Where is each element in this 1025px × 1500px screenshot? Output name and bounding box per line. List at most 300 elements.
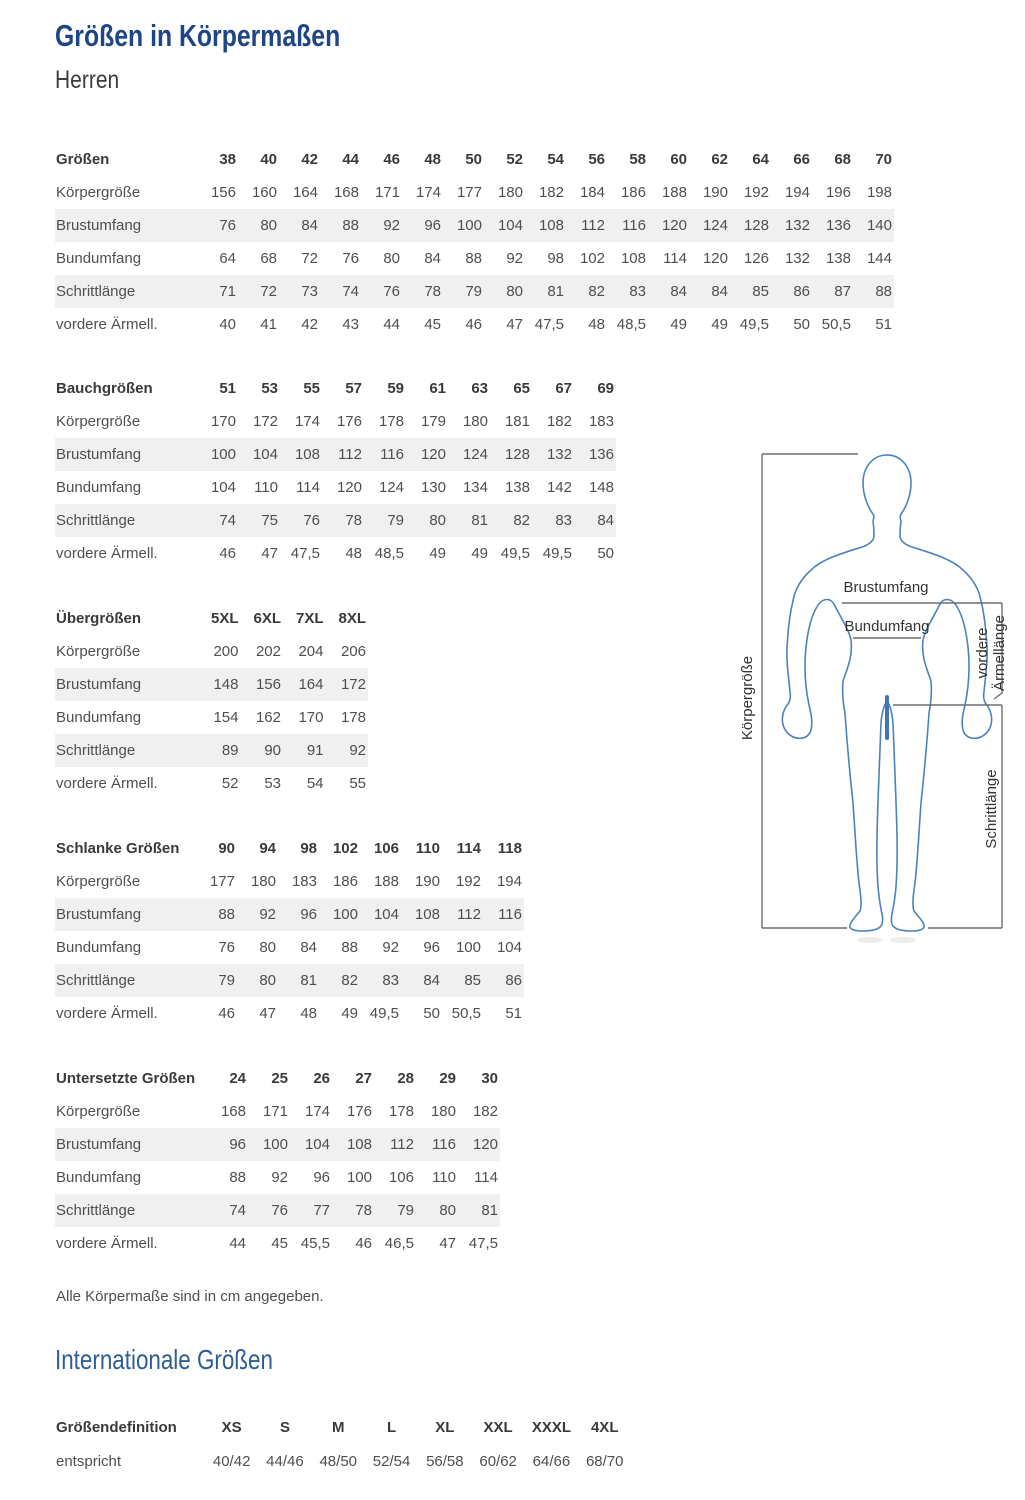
cell-value: 164: [292, 184, 318, 201]
cell-value: 96: [229, 1136, 246, 1153]
table-header-row: [55, 1410, 631, 1444]
cell-value: 48,5: [374, 545, 404, 562]
cell-value: 84: [301, 217, 318, 234]
cell-value: 71: [219, 283, 236, 300]
cell-value: 202: [255, 643, 281, 660]
cell-value: 92: [383, 217, 400, 234]
cell-value: 79: [218, 972, 235, 989]
cell-value: 50,5: [451, 1005, 481, 1022]
table-row: [55, 308, 894, 341]
vordere-label: vordere: [974, 627, 991, 679]
table-row: [55, 1128, 500, 1161]
cell-value: 114: [663, 250, 687, 267]
cell-value: 56/58: [426, 1452, 464, 1470]
cell-value: 120: [336, 479, 362, 496]
column-header: 5XL: [210, 610, 239, 627]
body-measurement-figure: [735, 435, 1020, 1000]
cell-value: 51: [875, 316, 892, 333]
cell-value: 91: [306, 742, 324, 759]
cell-value: 52/54: [372, 1452, 411, 1470]
cell-value: 49: [341, 1005, 358, 1022]
page-title: Größen in Körpermaßen: [55, 18, 341, 53]
cell-value: 40: [219, 316, 236, 333]
cell-value: 124: [462, 446, 488, 463]
cell-value: 64: [219, 250, 236, 267]
cell-value: 179: [420, 413, 446, 430]
cell-value: 47,5: [468, 1235, 498, 1252]
cell-value: 85: [752, 283, 769, 300]
cell-value: 78: [355, 1202, 372, 1219]
cell-value: 96: [300, 906, 317, 923]
cell-value: 46: [355, 1235, 372, 1252]
row-label: Brustumfang: [56, 446, 142, 463]
cell-value: 72: [301, 250, 318, 267]
row-label: Brustumfang: [56, 1136, 142, 1153]
cell-value: 174: [294, 413, 320, 430]
cell-value: 112: [390, 1136, 414, 1153]
cell-value: 68: [260, 250, 277, 267]
cell-value: 44: [229, 1235, 246, 1252]
cell-value: 154: [213, 709, 239, 726]
cell-value: 46,5: [384, 1235, 414, 1252]
cell-value: 114: [296, 479, 320, 496]
column-header: 110: [415, 840, 440, 857]
column-header: XXL: [483, 1418, 513, 1436]
cell-value: 128: [743, 217, 769, 234]
cell-value: 76: [303, 512, 320, 529]
row-label: Bundumfang: [56, 250, 142, 267]
cell-value: 182: [546, 413, 572, 430]
cell-value: 76: [271, 1202, 288, 1219]
cell-value: 144: [866, 250, 892, 267]
cell-value: 84: [597, 512, 614, 529]
page-subtitle: Herren: [55, 66, 120, 94]
cell-value: 88: [465, 250, 482, 267]
row-label: Körpergröße: [56, 873, 141, 890]
cell-value: 45,5: [300, 1235, 330, 1252]
cell-value: 76: [383, 283, 400, 300]
cell-value: 88: [341, 939, 358, 956]
cell-value: 108: [346, 1136, 372, 1153]
column-header: 57: [345, 380, 362, 397]
cell-value: 116: [432, 1136, 456, 1153]
cell-value: 186: [620, 184, 646, 201]
table-row: [55, 242, 894, 275]
row-label: Brustumfang: [56, 217, 142, 234]
table-row: [55, 176, 894, 209]
column-header: 53: [261, 380, 278, 397]
cell-value: 79: [387, 512, 404, 529]
cell-value: 86: [793, 283, 810, 300]
cell-value: 128: [504, 446, 530, 463]
cell-value: 176: [346, 1103, 372, 1120]
cell-value: 92: [349, 742, 366, 759]
cell-value: 48/50: [319, 1452, 358, 1470]
cell-value: 50: [423, 1005, 440, 1022]
table-row: [55, 1161, 500, 1194]
cell-value: 108: [294, 446, 320, 463]
table-header-label: Übergrößen: [56, 610, 142, 627]
column-header: 40: [260, 151, 277, 168]
table-row: [55, 504, 616, 537]
cell-value: 168: [220, 1103, 246, 1120]
cell-value: 83: [629, 283, 646, 300]
cell-value: 88: [342, 217, 359, 234]
cell-value: 52: [221, 775, 239, 792]
column-header: 44: [342, 151, 359, 168]
cell-value: 178: [340, 709, 366, 726]
cell-value: 50: [597, 545, 614, 562]
cell-value: 68/70: [585, 1452, 624, 1470]
column-header: 38: [219, 151, 236, 168]
table-header-label: Untersetzte Größen: [56, 1070, 196, 1087]
column-header: 68: [834, 151, 851, 168]
table-header-row: [55, 602, 368, 635]
cell-value: 168: [333, 184, 359, 201]
cell-value: 49: [471, 545, 488, 562]
column-header: 67: [555, 380, 572, 397]
cell-value: 74: [219, 512, 236, 529]
cell-value: 106: [388, 1169, 414, 1186]
cell-value: 82: [588, 283, 605, 300]
cell-value: 82: [513, 512, 530, 529]
size-table-schlank: [55, 832, 524, 1030]
cell-value: 60/62: [479, 1452, 517, 1470]
cell-value: 49: [429, 545, 446, 562]
cell-value: 108: [538, 217, 564, 234]
cell-value: 83: [555, 512, 572, 529]
table-row: [55, 898, 524, 931]
cell-value: 100: [332, 906, 358, 923]
cell-value: 92: [382, 939, 399, 956]
table-row: [55, 537, 616, 570]
cell-value: 84: [423, 972, 440, 989]
cell-value: 78: [345, 512, 362, 529]
cell-value: 130: [420, 479, 446, 496]
row-label: vordere Ärmell.: [56, 1235, 158, 1252]
table-header-row: [55, 1062, 500, 1095]
cell-value: 204: [298, 643, 324, 660]
cell-value: 116: [622, 217, 646, 234]
cell-value: 47,5: [290, 545, 320, 562]
column-header: XL: [435, 1418, 455, 1436]
cell-value: 74: [342, 283, 359, 300]
column-header: 106: [373, 840, 399, 857]
table-row: [55, 209, 894, 242]
cell-value: 50,5: [821, 316, 851, 333]
bundumfang-label: Bundumfang: [844, 618, 930, 635]
cell-value: 181: [504, 413, 530, 430]
cell-value: 164: [298, 676, 324, 693]
column-header: 26: [313, 1070, 330, 1087]
column-header: 118: [497, 840, 522, 857]
column-header: 102: [332, 840, 358, 857]
cell-value: 206: [340, 643, 366, 660]
column-header: 6XL: [253, 610, 281, 627]
column-header: 29: [439, 1070, 456, 1087]
cell-value: 80: [259, 939, 276, 956]
cell-value: 47: [259, 1005, 276, 1022]
column-header: 59: [387, 380, 404, 397]
cell-value: 79: [465, 283, 482, 300]
cell-value: 182: [472, 1103, 498, 1120]
cell-value: 176: [336, 413, 362, 430]
cell-value: 178: [378, 413, 404, 430]
units-note: Alle Körpermaße sind in cm angegeben.: [56, 1288, 324, 1305]
table-row: [55, 865, 524, 898]
size-table-intl: [55, 1410, 631, 1478]
cell-value: 85: [464, 972, 481, 989]
cell-value: 92: [506, 250, 523, 267]
cell-value: 142: [546, 479, 572, 496]
cell-value: 132: [546, 446, 572, 463]
cell-value: 196: [825, 184, 851, 201]
column-header: 61: [429, 380, 446, 397]
cell-value: 80: [259, 972, 276, 989]
cell-value: 81: [547, 283, 564, 300]
cell-value: 84: [670, 283, 687, 300]
cell-value: 83: [382, 972, 399, 989]
body-figure-svg: [735, 435, 1020, 1000]
cell-value: 200: [213, 643, 239, 660]
table-row: [55, 1444, 631, 1478]
cell-value: 102: [579, 250, 605, 267]
cell-value: 100: [456, 217, 482, 234]
cell-value: 178: [388, 1103, 414, 1120]
column-header: 24: [229, 1070, 246, 1087]
table-header-label: Größen: [56, 151, 110, 168]
cell-value: 89: [221, 742, 239, 759]
column-header: 90: [218, 840, 235, 857]
cell-value: 160: [251, 184, 277, 201]
cell-value: 96: [313, 1169, 330, 1186]
cell-value: 80: [506, 283, 523, 300]
cell-value: 84: [424, 250, 441, 267]
table-row: [55, 405, 616, 438]
cell-value: 75: [261, 512, 278, 529]
cell-value: 120: [472, 1136, 498, 1153]
cell-value: 81: [300, 972, 317, 989]
column-header: 55: [303, 380, 320, 397]
row-label: vordere Ärmell.: [56, 545, 158, 562]
cell-value: 132: [784, 217, 810, 234]
cell-value: 48: [300, 1005, 317, 1022]
cell-value: 76: [218, 939, 235, 956]
cell-value: 171: [262, 1103, 288, 1120]
intl-heading: Internationale Größen: [55, 1344, 273, 1375]
cell-value: 44/46: [266, 1452, 304, 1470]
cell-value: 116: [380, 446, 404, 463]
row-label: Bundumfang: [56, 939, 142, 956]
cell-value: 184: [579, 184, 605, 201]
cell-value: 192: [455, 873, 481, 890]
row-label: Schrittlänge: [56, 283, 136, 300]
table-row: [55, 1095, 500, 1128]
table-row: [55, 701, 368, 734]
column-header: 8XL: [338, 610, 366, 627]
column-header: 60: [670, 151, 687, 168]
column-header: 7XL: [295, 610, 324, 627]
measurement-lines: [762, 454, 1002, 928]
row-label: Brustumfang: [56, 906, 142, 923]
cell-value: 104: [373, 906, 399, 923]
cell-value: 45: [424, 316, 441, 333]
cell-value: 48: [345, 545, 362, 562]
cell-value: 172: [252, 413, 278, 430]
cell-value: 96: [424, 217, 441, 234]
cell-value: 54: [306, 775, 324, 792]
cell-value: 156: [210, 184, 236, 201]
size-table-ueber: [55, 602, 368, 800]
cell-value: 76: [219, 217, 236, 234]
cell-value: 182: [538, 184, 564, 201]
cell-value: 80: [260, 217, 277, 234]
row-label: Bundumfang: [56, 479, 142, 496]
cell-value: 80: [383, 250, 400, 267]
cell-value: 190: [702, 184, 728, 201]
cell-value: 47: [261, 545, 278, 562]
cell-value: 198: [866, 184, 892, 201]
cell-value: 87: [834, 283, 851, 300]
cell-value: 88: [229, 1169, 246, 1186]
cell-value: 50: [793, 316, 810, 333]
cell-value: 47: [439, 1235, 456, 1252]
cell-value: 170: [298, 709, 324, 726]
cell-value: 108: [620, 250, 646, 267]
column-header: 64: [752, 151, 769, 168]
column-header: 25: [271, 1070, 288, 1087]
table-row: [55, 964, 524, 997]
aermellaenge-label: Ärmellänge: [991, 615, 1008, 691]
cell-value: 124: [378, 479, 404, 496]
table-row: [55, 997, 524, 1030]
cell-value: 92: [271, 1169, 288, 1186]
cell-value: 114: [474, 1169, 498, 1186]
cell-value: 104: [210, 479, 236, 496]
cell-value: 183: [291, 873, 317, 890]
cell-value: 171: [374, 184, 400, 201]
cell-value: 49,5: [500, 545, 530, 562]
column-header: 28: [397, 1070, 414, 1087]
cell-value: 88: [875, 283, 892, 300]
table-row: [55, 931, 524, 964]
column-header: 63: [471, 380, 488, 397]
column-header: 62: [711, 151, 728, 168]
row-label: Körpergröße: [56, 413, 141, 430]
cell-value: 40/42: [212, 1452, 251, 1470]
row-label: Bundumfang: [56, 1169, 142, 1186]
cell-value: 138: [504, 479, 530, 496]
column-header: 54: [547, 151, 564, 168]
cell-value: 132: [784, 250, 810, 267]
cell-value: 110: [432, 1169, 456, 1186]
cell-value: 112: [457, 906, 481, 923]
column-header: 69: [597, 380, 614, 397]
column-header: 30: [481, 1070, 498, 1087]
column-header: XXXL: [531, 1418, 572, 1436]
table-row: [55, 471, 616, 504]
cell-value: 79: [397, 1202, 414, 1219]
table-header-label: Schlanke Größen: [56, 840, 180, 857]
cell-value: 136: [825, 217, 851, 234]
column-header: 4XL: [590, 1418, 619, 1436]
cell-value: 190: [414, 873, 440, 890]
cell-value: 180: [462, 413, 488, 430]
body-silhouette: [782, 455, 991, 931]
cell-value: 136: [588, 446, 614, 463]
schrittlaenge-label: Schrittlänge: [983, 769, 1000, 849]
cell-value: 104: [304, 1136, 330, 1153]
cell-value: 81: [481, 1202, 498, 1219]
cell-value: 140: [866, 217, 892, 234]
cell-value: 46: [465, 316, 482, 333]
cell-value: 49,5: [542, 545, 572, 562]
cell-value: 186: [332, 873, 358, 890]
cell-value: 170: [210, 413, 236, 430]
size-table-groessen: [55, 143, 894, 341]
cell-value: 177: [209, 873, 235, 890]
row-label: vordere Ärmell.: [56, 1005, 158, 1022]
cell-value: 49,5: [369, 1005, 399, 1022]
cell-value: 116: [498, 906, 522, 923]
column-header: 70: [875, 151, 892, 168]
cell-value: 174: [304, 1103, 330, 1120]
cell-value: 180: [497, 184, 523, 201]
cell-value: 188: [373, 873, 399, 890]
size-table-untersetzt: [55, 1062, 500, 1260]
cell-value: 43: [342, 316, 359, 333]
cell-value: 100: [346, 1169, 372, 1186]
column-header: 98: [300, 840, 317, 857]
column-header: S: [279, 1418, 290, 1436]
table-header-row: [55, 372, 616, 405]
row-label: Brustumfang: [56, 676, 142, 693]
column-header: 66: [793, 151, 810, 168]
cell-value: 82: [341, 972, 358, 989]
cell-value: 100: [210, 446, 236, 463]
row-label: Körpergröße: [56, 184, 141, 201]
row-label: Körpergröße: [56, 1103, 141, 1120]
column-header: 58: [629, 151, 646, 168]
cell-value: 104: [252, 446, 278, 463]
table-row: [55, 1227, 500, 1260]
cell-value: 73: [301, 283, 318, 300]
cell-value: 98: [547, 250, 564, 267]
column-header: 51: [219, 380, 236, 397]
row-label: Schrittlänge: [56, 742, 136, 759]
cell-value: 120: [661, 217, 687, 234]
cell-value: 112: [338, 446, 362, 463]
cell-value: 47,5: [534, 316, 564, 333]
cell-value: 48: [588, 316, 605, 333]
column-header: 46: [383, 151, 400, 168]
row-label: vordere Ärmell.: [56, 316, 158, 333]
column-header: 48: [424, 151, 441, 168]
brustumfang-label: Brustumfang: [843, 579, 929, 596]
cell-value: 81: [471, 512, 488, 529]
row-label: vordere Ärmell.: [56, 775, 158, 792]
cell-value: 110: [254, 479, 278, 496]
cell-value: 51: [505, 1005, 522, 1022]
column-header: 52: [506, 151, 523, 168]
cell-value: 180: [430, 1103, 456, 1120]
koerpergroesse-bracket: [762, 454, 858, 928]
cell-value: 162: [255, 709, 281, 726]
row-label: Schrittlänge: [56, 512, 136, 529]
cell-value: 47: [506, 316, 523, 333]
cell-value: 76: [342, 250, 359, 267]
column-header: 114: [456, 840, 481, 857]
